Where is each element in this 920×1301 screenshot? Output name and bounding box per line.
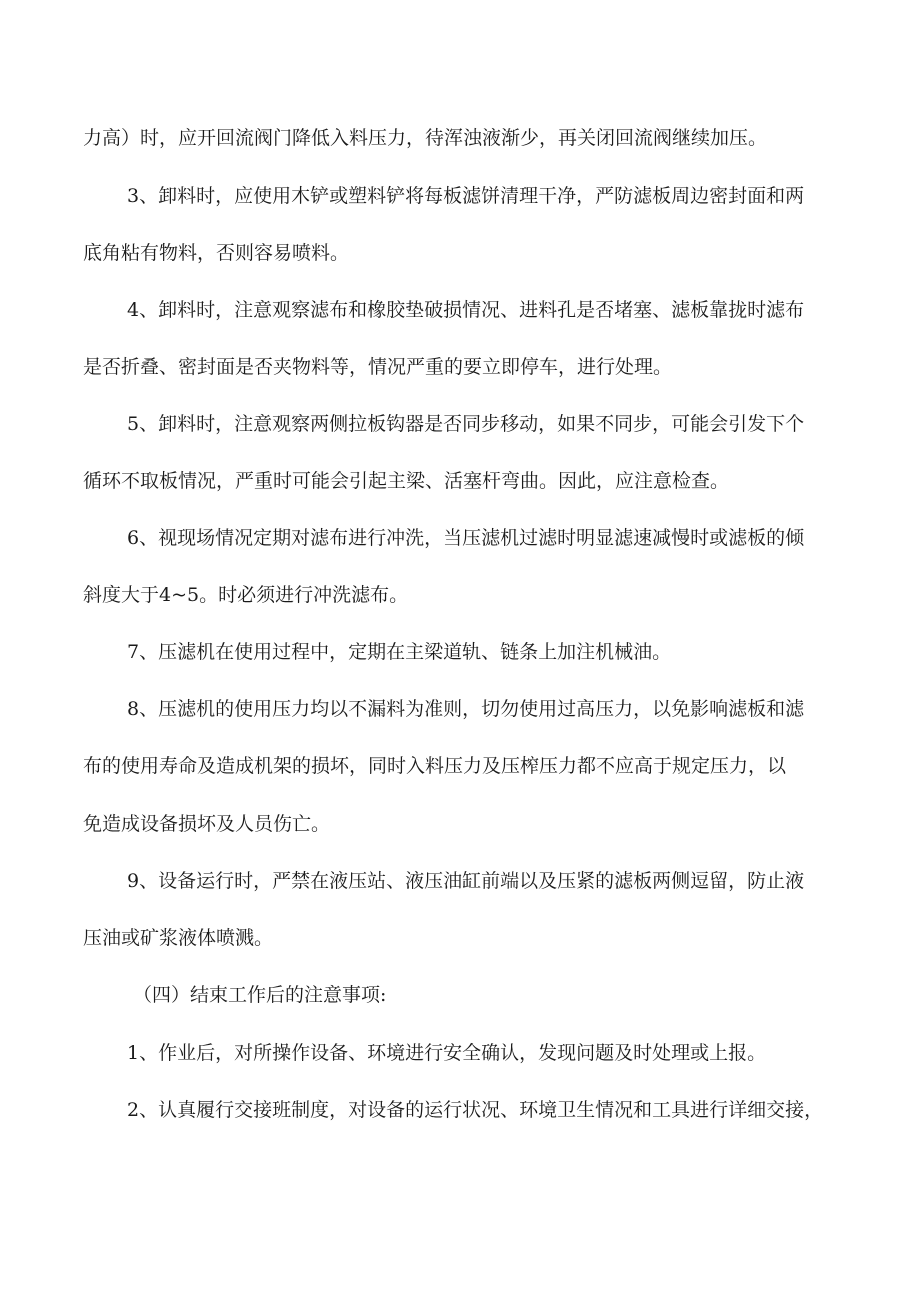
text-line: 8、压滤机的使用压力均以不漏料为准则，切勿使用过高压力，以免影响滤板和滤 — [127, 698, 805, 720]
text-line: 斜度大于4~5。时必须进行冲洗滤布。 — [83, 584, 409, 606]
text-line: 5、卸料时，注意观察两侧拉板钩器是否同步移动，如果不同步，可能会引发下个 — [127, 413, 805, 435]
text-line: 免造成设备损坏及人员伤亡。 — [83, 813, 331, 835]
text-line: 是否折叠、密封面是否夹物料等，情况严重的要立即停车，进行处理。 — [83, 356, 673, 378]
text-line: 3、卸料时，应使用木铲或塑料铲将每板滤饼清理干净，严防滤板周边密封面和两 — [127, 185, 805, 207]
text-line: 1、作业后，对所操作设备、环境进行安全确认，发现问题及时处理或上报。 — [127, 1042, 767, 1064]
text-line: 力高）时，应开回流阀门降低入料压力，待浑浊液渐少，再关闭回流阀继续加压。 — [83, 127, 768, 149]
text-line: 9、设备运行时，严禁在液压站、液压油缸前端以及压紧的滤板两侧逗留，防止液 — [127, 870, 805, 892]
section-heading: （四）结束工作后的注意事项: — [133, 984, 387, 1006]
text-line: 6、视现场情况定期对滤布进行冲洗，当压滤机过滤时明显滤速减慢时或滤板的倾 — [127, 527, 805, 549]
text-line: 循环不取板情况，严重时可能会引起主梁、活塞杆弯曲。因此，应注意检查。 — [83, 470, 730, 492]
text-line: 4、卸料时，注意观察滤布和橡胶垫破损情况、进料孔是否堵塞、滤板靠拢时滤布 — [127, 299, 805, 321]
text-line: 2、认真履行交接班制度，对设备的运行状况、环境卫生情况和工具进行详细交接， — [127, 1099, 824, 1121]
text-line: 压油或矿浆液体喷溅。 — [83, 927, 274, 949]
text-line: 7、压滤机在使用过程中，定期在主梁道轨、链条上加注机械油。 — [127, 641, 672, 663]
text-line: 布的使用寿命及造成机架的损坏，同时入料压力及压榨压力都不应高于规定压力，以 — [83, 755, 787, 777]
text-line: 底角粘有物料，否则容易喷料。 — [83, 242, 350, 264]
